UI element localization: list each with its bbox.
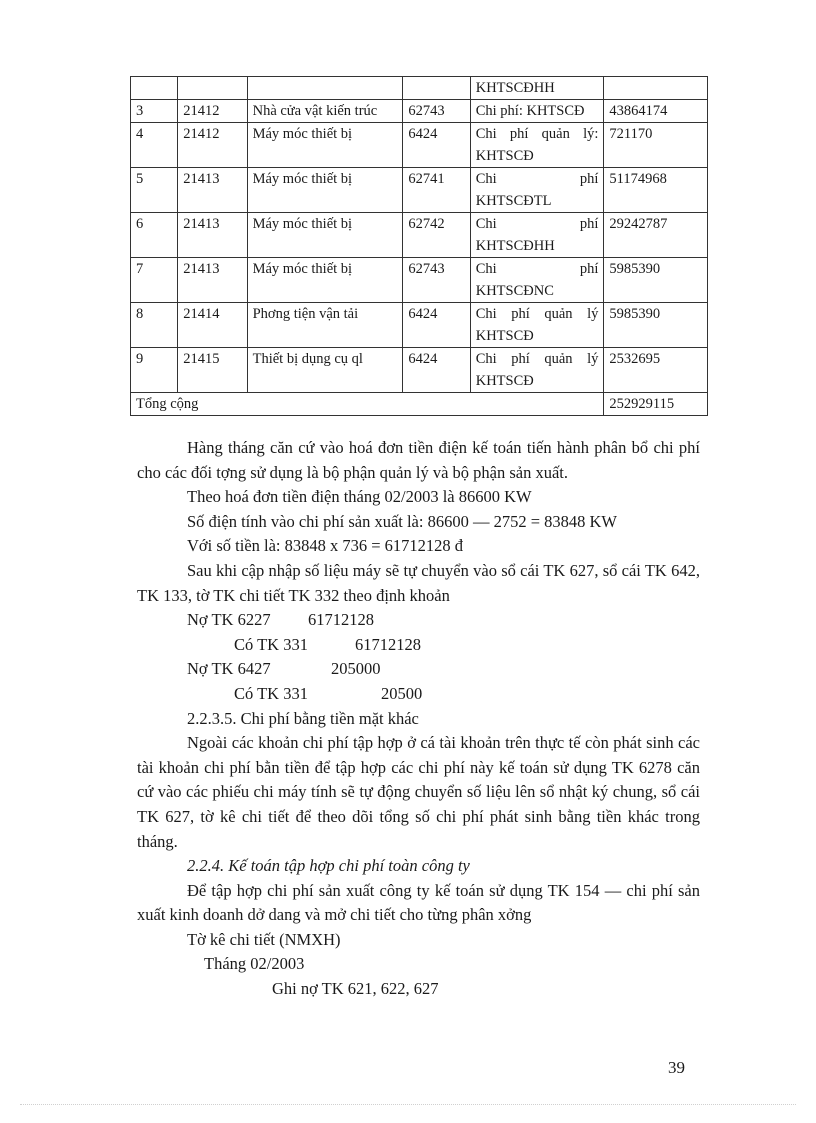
page-bottom-rule (20, 1104, 796, 1105)
cell-asset-name: Nhà cửa vật kiến trúc (247, 100, 403, 123)
cell-account-debit: 21412 (178, 123, 247, 168)
cell-stt: 5 (131, 168, 178, 213)
entry-line (137, 633, 700, 658)
description-line: KHTSCĐTL (475, 193, 552, 209)
entry-label: Nợ TK 6427 (187, 659, 271, 679)
description-line: Chi phí: KHTSCĐ (475, 103, 585, 119)
description-line: KHTSCĐ (475, 373, 534, 389)
cell-asset-name: Máy móc thiết bị (247, 168, 403, 213)
table-total-row (131, 393, 708, 416)
cell-description (470, 258, 604, 303)
total-label: Tổng cộng (131, 393, 604, 416)
description-line: KHTSCĐHH (475, 238, 555, 254)
entry-amount: 20500 (381, 683, 423, 703)
cell-amount: 43864174 (604, 100, 708, 123)
cell-account-debit: 21412 (178, 100, 247, 123)
cell-description (470, 213, 604, 258)
description-line: KHTSCĐHH (475, 80, 555, 96)
cell-stt: 3 (131, 100, 178, 123)
cell-description (470, 168, 604, 213)
paragraph-invoice: Theo hoá đơn tiền điện tháng 02/2003 là 86600 KW (187, 487, 532, 507)
cell-account-debit: 21413 (178, 213, 247, 258)
paragraph-month: Tháng 02/2003 (204, 954, 305, 974)
cell-stt: 6 (131, 213, 178, 258)
cell-asset-name: Thiết bị dụng cụ ql (247, 348, 403, 393)
table-row (131, 258, 708, 303)
cell-account-credit: 6424 (403, 303, 470, 348)
total-amount: 252929115 (604, 393, 708, 416)
cell-stt: 9 (131, 348, 178, 393)
entry-label: Có TK 331 (234, 683, 308, 703)
entry-label: Nợ TK 6227 (187, 610, 271, 630)
table-row (131, 303, 708, 348)
cell-asset-name (247, 77, 403, 100)
description-line: KHTSCĐNC (475, 283, 554, 299)
cell-stt: 8 (131, 303, 178, 348)
table-row (131, 100, 708, 123)
paragraph-update: Sau khi cập nhập số liệu máy sẽ tự chuyển vào sổ cái TK 627, sổ cái TK 642, TK 133, tờ TK chi tiết TK 332 theo định khoản (137, 560, 700, 605)
cell-description (470, 123, 604, 168)
cell-description (470, 100, 604, 123)
paragraph-amount: Với số tiền là: 83848 x 736 = 61712128 đ (187, 536, 464, 556)
description-line: Chi phí (475, 171, 599, 187)
cell-amount: 51174968 (604, 168, 708, 213)
entry-line (137, 608, 700, 633)
cell-account-credit: 62743 (403, 258, 470, 303)
paragraph-tk154: Để tập hợp chi phí sản xuất công ty kế toán sử dụng TK 154 — chi phí sản xuất kinh doanh dở dang và mở chi tiết cho từng phân xởng (137, 880, 700, 925)
entry-amount: 61712128 (355, 634, 421, 654)
cell-account-credit: 62742 (403, 213, 470, 258)
page-number: 39 (668, 1058, 685, 1077)
cell-amount: 5985390 (604, 258, 708, 303)
cell-account-debit: 21413 (178, 258, 247, 303)
depreciation-table-body (131, 77, 708, 416)
cell-amount: 721170 (604, 123, 708, 168)
section-heading-company-costs: 2.2.4. Kế toán tập hợp chi phí toàn công ty (187, 856, 470, 876)
cell-account-credit (403, 77, 470, 100)
paragraph-other-expenses: Ngoài các khoản chi phí tập hợp ở cá tài khoản trên thực tế còn phát sinh các tài khoản chi phí bằn tiền để tập hợp các chi phí này kế toán sử dụng TK 6278 căn cứ vào các phiếu chi máy tính sẽ tự động chuyển số liệu lên sổ nhật ký chung, sổ cái TK 627, tờ kê chi tiết để theo dõi tổng số chi phí phát sinh bằng tiền khác trong tháng. (137, 733, 700, 851)
cell-account-debit (178, 77, 247, 100)
cell-stt: 4 (131, 123, 178, 168)
cell-description (470, 77, 604, 100)
entry-label: Có TK 331 (234, 634, 308, 654)
entry-amount: 205000 (331, 659, 381, 679)
paragraph-detail-sheet: Tờ kê chi tiết (NMXH) (187, 929, 341, 949)
table-row (131, 348, 708, 393)
table-row (131, 123, 708, 168)
cell-account-credit: 62743 (403, 100, 470, 123)
entry-line (137, 657, 700, 682)
paragraph-debit-accounts: Ghi nợ TK 621, 622, 627 (272, 979, 439, 999)
cell-stt: 7 (131, 258, 178, 303)
table-row (131, 77, 708, 100)
table-row (131, 213, 708, 258)
paragraph-allocation: Hàng tháng căn cứ vào hoá đơn tiền điện kế toán tiến hành phân bổ chi phí cho các đối tợng sử dụng là bộ phận quản lý và bộ phận sản xuất. (137, 438, 700, 482)
entry-amount: 61712128 (308, 610, 374, 630)
description-line: Chi phí quản lý (475, 351, 599, 367)
cell-asset-name: Phơng tiện vận tải (247, 303, 403, 348)
description-line: KHTSCĐ (475, 148, 534, 164)
cell-account-debit: 21414 (178, 303, 247, 348)
description-line: Chi phí (475, 261, 599, 277)
cell-amount: 29242787 (604, 213, 708, 258)
cell-asset-name: Máy móc thiết bị (247, 123, 403, 168)
depreciation-table (130, 76, 708, 416)
cell-stt (131, 77, 178, 100)
entry-line (137, 682, 700, 707)
cell-account-credit: 6424 (403, 123, 470, 168)
cell-amount: 5985390 (604, 303, 708, 348)
section-heading-cash-expenses: 2.2.3.5. Chi phí bằng tiền mặt khác (187, 708, 419, 728)
cell-account-debit: 21413 (178, 168, 247, 213)
cell-description (470, 348, 604, 393)
cell-amount: 2532695 (604, 348, 708, 393)
table-row (131, 168, 708, 213)
description-line: Chi phí quản lý: (475, 126, 599, 142)
cell-account-credit: 6424 (403, 348, 470, 393)
cell-account-debit: 21415 (178, 348, 247, 393)
cell-description (470, 303, 604, 348)
cell-account-credit: 62741 (403, 168, 470, 213)
description-line: Chi phí (475, 216, 599, 232)
body-text (137, 436, 700, 1002)
description-line: Chi phí quản lý (475, 306, 599, 322)
cell-amount (604, 77, 708, 100)
cell-asset-name: Máy móc thiết bị (247, 258, 403, 303)
paragraph-production-kw: Số điện tính vào chi phí sản xuất là: 86600 — 2752 = 83848 KW (187, 511, 618, 531)
cell-asset-name: Máy móc thiết bị (247, 213, 403, 258)
description-line: KHTSCĐ (475, 328, 534, 344)
